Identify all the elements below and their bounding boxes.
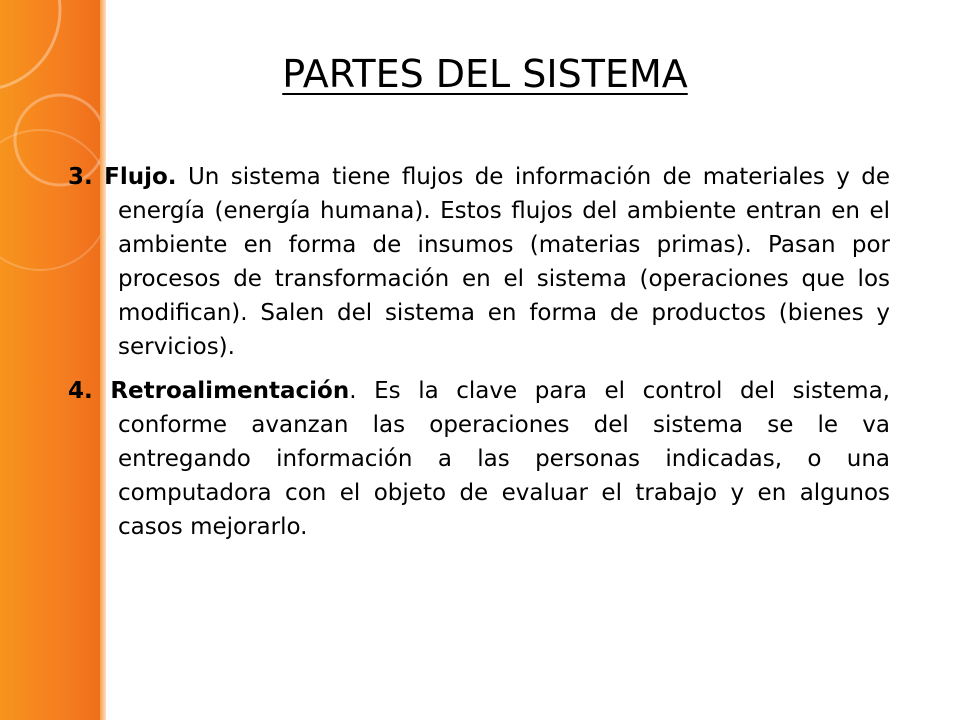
list-item-flujo <box>68 160 890 364</box>
list-item-retroalimentacion <box>68 374 890 544</box>
item-term: Retroalimentación <box>110 378 350 404</box>
item-number: 3. <box>68 164 93 190</box>
slide-body <box>68 160 890 554</box>
item-number: 4. <box>68 378 93 404</box>
item-text: Un sistema tiene flujos de información de materiales y de energía (energía humana). Estos flujos del ambiente entran en el ambiente en forma de insumos (materias primas). Pasan por procesos de transformación en el sistema (operaciones que los modifican). Salen del sistema en forma de productos (bienes y servicios). <box>118 164 890 360</box>
slide-title: PARTES DEL SISTEMA <box>282 52 688 96</box>
item-text: . Es la clave para el control del sistema, conforme avanzan las operaciones del sistema se le va entregando información a las personas indicadas, o una computadora con el objeto de evaluar el trabajo y en algunos casos mejorarlo. <box>118 378 890 540</box>
item-term: Flujo. <box>104 164 177 190</box>
